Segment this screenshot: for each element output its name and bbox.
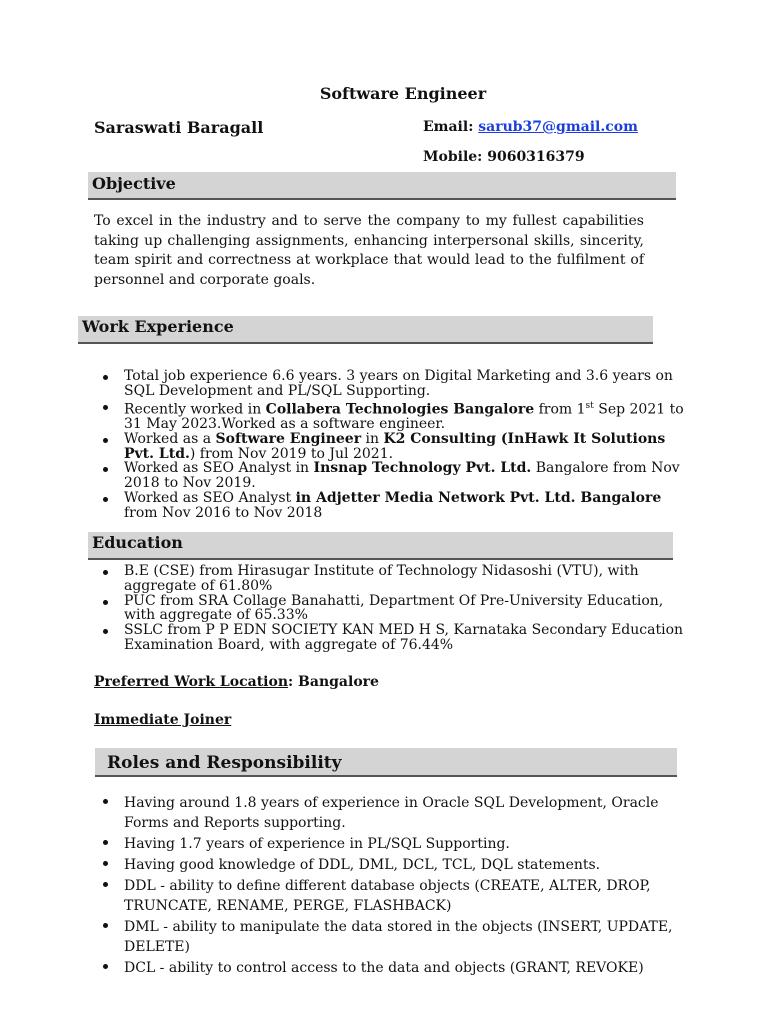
roles-list xyxy=(94,793,694,979)
work-experience-text: K2 Consulting (InHawk It Solutions Pvt. Ltd. xyxy=(124,430,666,462)
work-experience-text: Sep 2021 to 31 May 2023.Worked as a software engineer. xyxy=(124,401,684,433)
work-experience-text: from Nov 2016 to Nov 2018 xyxy=(124,504,323,521)
roles-item: Having good knowledge of DDL, DML, DCL, TCL, DQL statements. xyxy=(94,855,694,875)
preferred-location-colon: : xyxy=(288,674,294,690)
work-experience-item xyxy=(94,432,694,462)
roles-item: Having 1.7 years of experience in PL/SQL Supporting. xyxy=(94,834,694,854)
work-experience-text: Worked as SEO Analyst in xyxy=(124,460,314,477)
document-title: Software Engineer xyxy=(319,84,487,103)
preferred-location xyxy=(94,674,379,690)
work-experience-heading: Work Experience xyxy=(78,316,653,344)
work-experience-text: Worked as a xyxy=(124,430,216,447)
education-list xyxy=(94,564,694,653)
work-experience-text: Recently worked in xyxy=(124,401,266,418)
work-experience-text: in xyxy=(361,430,384,447)
work-experience-list xyxy=(94,369,694,521)
work-experience-item xyxy=(94,491,694,521)
immediate-joiner: Immediate Joiner xyxy=(94,712,232,728)
candidate-name: Saraswati Baragall xyxy=(94,118,264,137)
email-line xyxy=(423,119,638,135)
work-experience-text: Bangalore from Nov 2018 to Nov 2019. xyxy=(124,460,680,492)
roles-item: DML - ability to manipulate the data stored in the objects (INSERT, UPDATE, DELETE) xyxy=(94,917,694,957)
roles-item: Having around 1.8 years of experience in Oracle SQL Development, Oracle Forms and Reports supporting. xyxy=(94,793,694,833)
work-experience-item xyxy=(94,369,694,399)
work-experience-text: Collabera Technologies Bangalore xyxy=(265,401,535,418)
roles-item: DCL - ability to control access to the data and objects (GRANT, REVOKE) xyxy=(94,958,694,978)
work-experience-text: Total job experience 6.6 years. 3 years on Digital Marketing and 3.6 years on SQL Development and PL/SQL Supporting. xyxy=(124,368,673,399)
mobile-line xyxy=(423,149,585,165)
preferred-location-label: Preferred Work Location xyxy=(94,674,289,690)
email-label: Email: xyxy=(423,119,474,135)
education-item: B.E (CSE) from Hirasugar Institute of Technology Nidasoshi (VTU), with aggregate of 61.80% xyxy=(94,564,694,594)
education-item: SSLC from P P EDN SOCIETY KAN MED H S, Karnataka Secondary Education Examination Board, with aggregate of 76.44% xyxy=(94,623,694,653)
roles-heading: Roles and Responsibility xyxy=(95,748,677,777)
work-experience-text: ) from Nov 2019 to Jul 2021. xyxy=(189,445,394,462)
mobile-number: 9060316379 xyxy=(487,149,585,165)
work-experience-text: Software Engineer xyxy=(215,430,362,447)
work-experience-text: Insnap Technology Pvt. Ltd. xyxy=(313,460,532,477)
work-experience-text: Worked as SEO Analyst xyxy=(124,490,296,507)
work-experience-text: from 1 xyxy=(534,401,586,418)
objective-text: To excel in the industry and to serve the company to my fullest capabilities taking up challenging assignments, enhancing interpersonal skills, sincerity, team spirit and correctness at workplace that would lead to the fulfilment of personnel and corporate goals. xyxy=(94,213,644,288)
roles-item: DDL - ability to define different database objects (CREATE, ALTER, DROP, TRUNCATE, RENAME, PERGE, FLASHBACK) xyxy=(94,876,694,916)
work-experience-text: st xyxy=(585,400,594,411)
objective-heading: Objective xyxy=(88,172,676,200)
education-heading: Education xyxy=(88,532,673,560)
work-experience-item xyxy=(94,399,694,432)
mobile-label: Mobile: xyxy=(423,149,483,165)
email-link[interactable]: sarub37@gmail.com xyxy=(478,119,638,135)
work-experience-text: in Adjetter Media Network Pvt. Ltd. Bangalore xyxy=(295,490,662,507)
education-item: PUC from SRA Collage Banahatti, Department Of Pre-University Education, with aggregate of 65.33% xyxy=(94,594,694,624)
preferred-location-value: Bangalore xyxy=(293,674,379,690)
work-experience-item xyxy=(94,461,694,491)
